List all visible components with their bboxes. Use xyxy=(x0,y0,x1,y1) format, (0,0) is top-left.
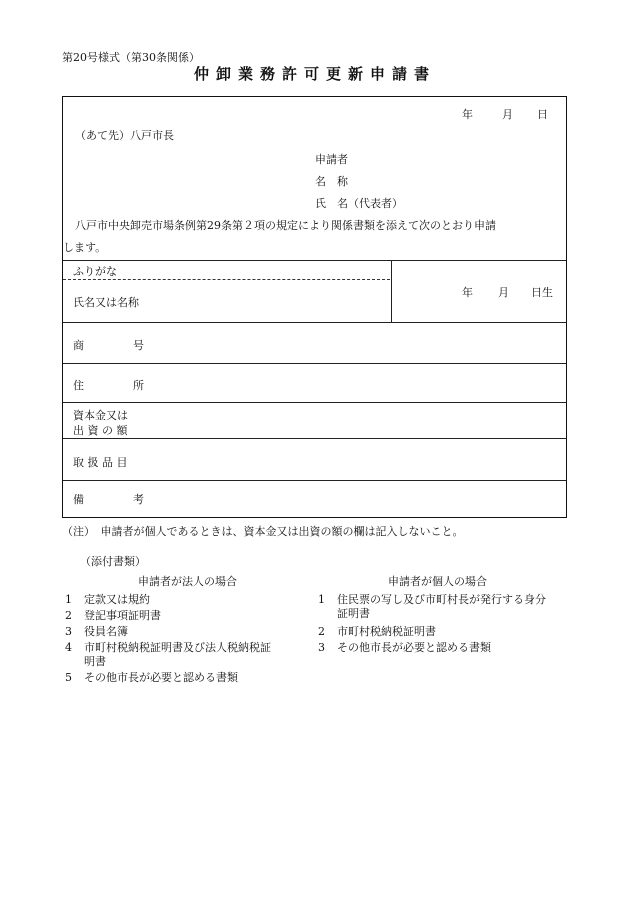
name-label: 氏名又は名称 xyxy=(73,296,139,309)
individual-item-3-text: その他市長が必要と認める書類 xyxy=(337,641,491,654)
individual-item-1-text-line1: 住民票の写し及び市町村長が発行する身分 xyxy=(337,593,546,606)
statement-line-2: します。 xyxy=(63,241,107,254)
divider-goods xyxy=(63,480,566,481)
remarks-label-char2: 考 xyxy=(133,493,144,506)
individual-item-2-text: 市町村税納税証明書 xyxy=(337,625,436,638)
divider-capital xyxy=(63,438,566,439)
document-title: 仲卸業務許可更新申請書 xyxy=(193,65,436,83)
remarks-label-char1: 備 xyxy=(73,493,84,506)
applicant-label: 申請者 xyxy=(315,153,348,166)
birth-month-label: 月 xyxy=(498,286,509,299)
address-label-char1: 住 xyxy=(73,379,84,392)
capital-label-line1: 資本金又は xyxy=(73,409,128,422)
attachments-heading: （添付書類） xyxy=(80,555,146,568)
divider-name xyxy=(63,322,566,323)
note: （注） 申請者が個人であるときは、資本金又は出資の額の欄は記入しないこと。 xyxy=(62,525,464,538)
date-month-label: 月 xyxy=(502,108,513,121)
corporate-item-5-text: その他市長が必要と認める書類 xyxy=(84,671,238,684)
name-birth-divider xyxy=(391,260,392,322)
date-day-label: 日 xyxy=(537,108,548,121)
individual-item-1-text-line2: 証明書 xyxy=(337,607,370,620)
birth-day-label: 日生 xyxy=(531,286,553,299)
trade-name-label-char1: 商 xyxy=(73,339,84,352)
corporate-item-5-number: 5 xyxy=(65,671,72,684)
goods-label: 取 扱 品 目 xyxy=(73,456,128,469)
corporate-item-2-text: 登記事項証明書 xyxy=(84,609,161,622)
form-number: 第20号様式（第30条関係） xyxy=(62,51,200,64)
corporate-item-3-text: 役員名簿 xyxy=(84,625,128,638)
address-label-char2: 所 xyxy=(133,379,144,392)
corporate-item-4-text-line2: 明書 xyxy=(84,655,106,668)
individual-item-1-number: 1 xyxy=(318,593,325,606)
statement-line-1: 八戸市中央卸売市場条例第29条第２項の規定により関係書類を添えて次のとおり申請 xyxy=(75,219,496,232)
corporate-item-3-number: 3 xyxy=(65,625,72,638)
applicant-name-label: 名 称 xyxy=(315,175,348,188)
corporate-item-2-number: 2 xyxy=(65,609,72,622)
corporate-item-1-number: 1 xyxy=(65,593,72,606)
furigana-dashed-divider xyxy=(63,279,390,280)
divider-address xyxy=(63,402,566,403)
application-form-frame xyxy=(62,96,567,518)
addressee: （あて先）八戸市長 xyxy=(75,129,174,142)
divider-trade-name xyxy=(63,363,566,364)
birth-year-label: 年 xyxy=(462,286,473,299)
individual-item-3-number: 3 xyxy=(318,641,325,654)
individual-item-2-number: 2 xyxy=(318,625,325,638)
furigana-label: ふりがな xyxy=(73,265,117,278)
applicant-representative-label: 氏 名（代表者） xyxy=(315,197,403,210)
capital-label-line2: 出 資 の 額 xyxy=(73,424,128,437)
corporate-item-4-number: 4 xyxy=(65,641,72,654)
corporate-heading: 申請者が法人の場合 xyxy=(138,575,237,588)
corporate-item-1-text: 定款又は規約 xyxy=(84,593,150,606)
individual-heading: 申請者が個人の場合 xyxy=(388,575,487,588)
corporate-item-4-text-line1: 市町村税納税証明書及び法人税納税証 xyxy=(84,641,271,654)
date-year-label: 年 xyxy=(462,108,473,121)
divider-header xyxy=(63,260,566,261)
trade-name-label-char2: 号 xyxy=(133,339,144,352)
